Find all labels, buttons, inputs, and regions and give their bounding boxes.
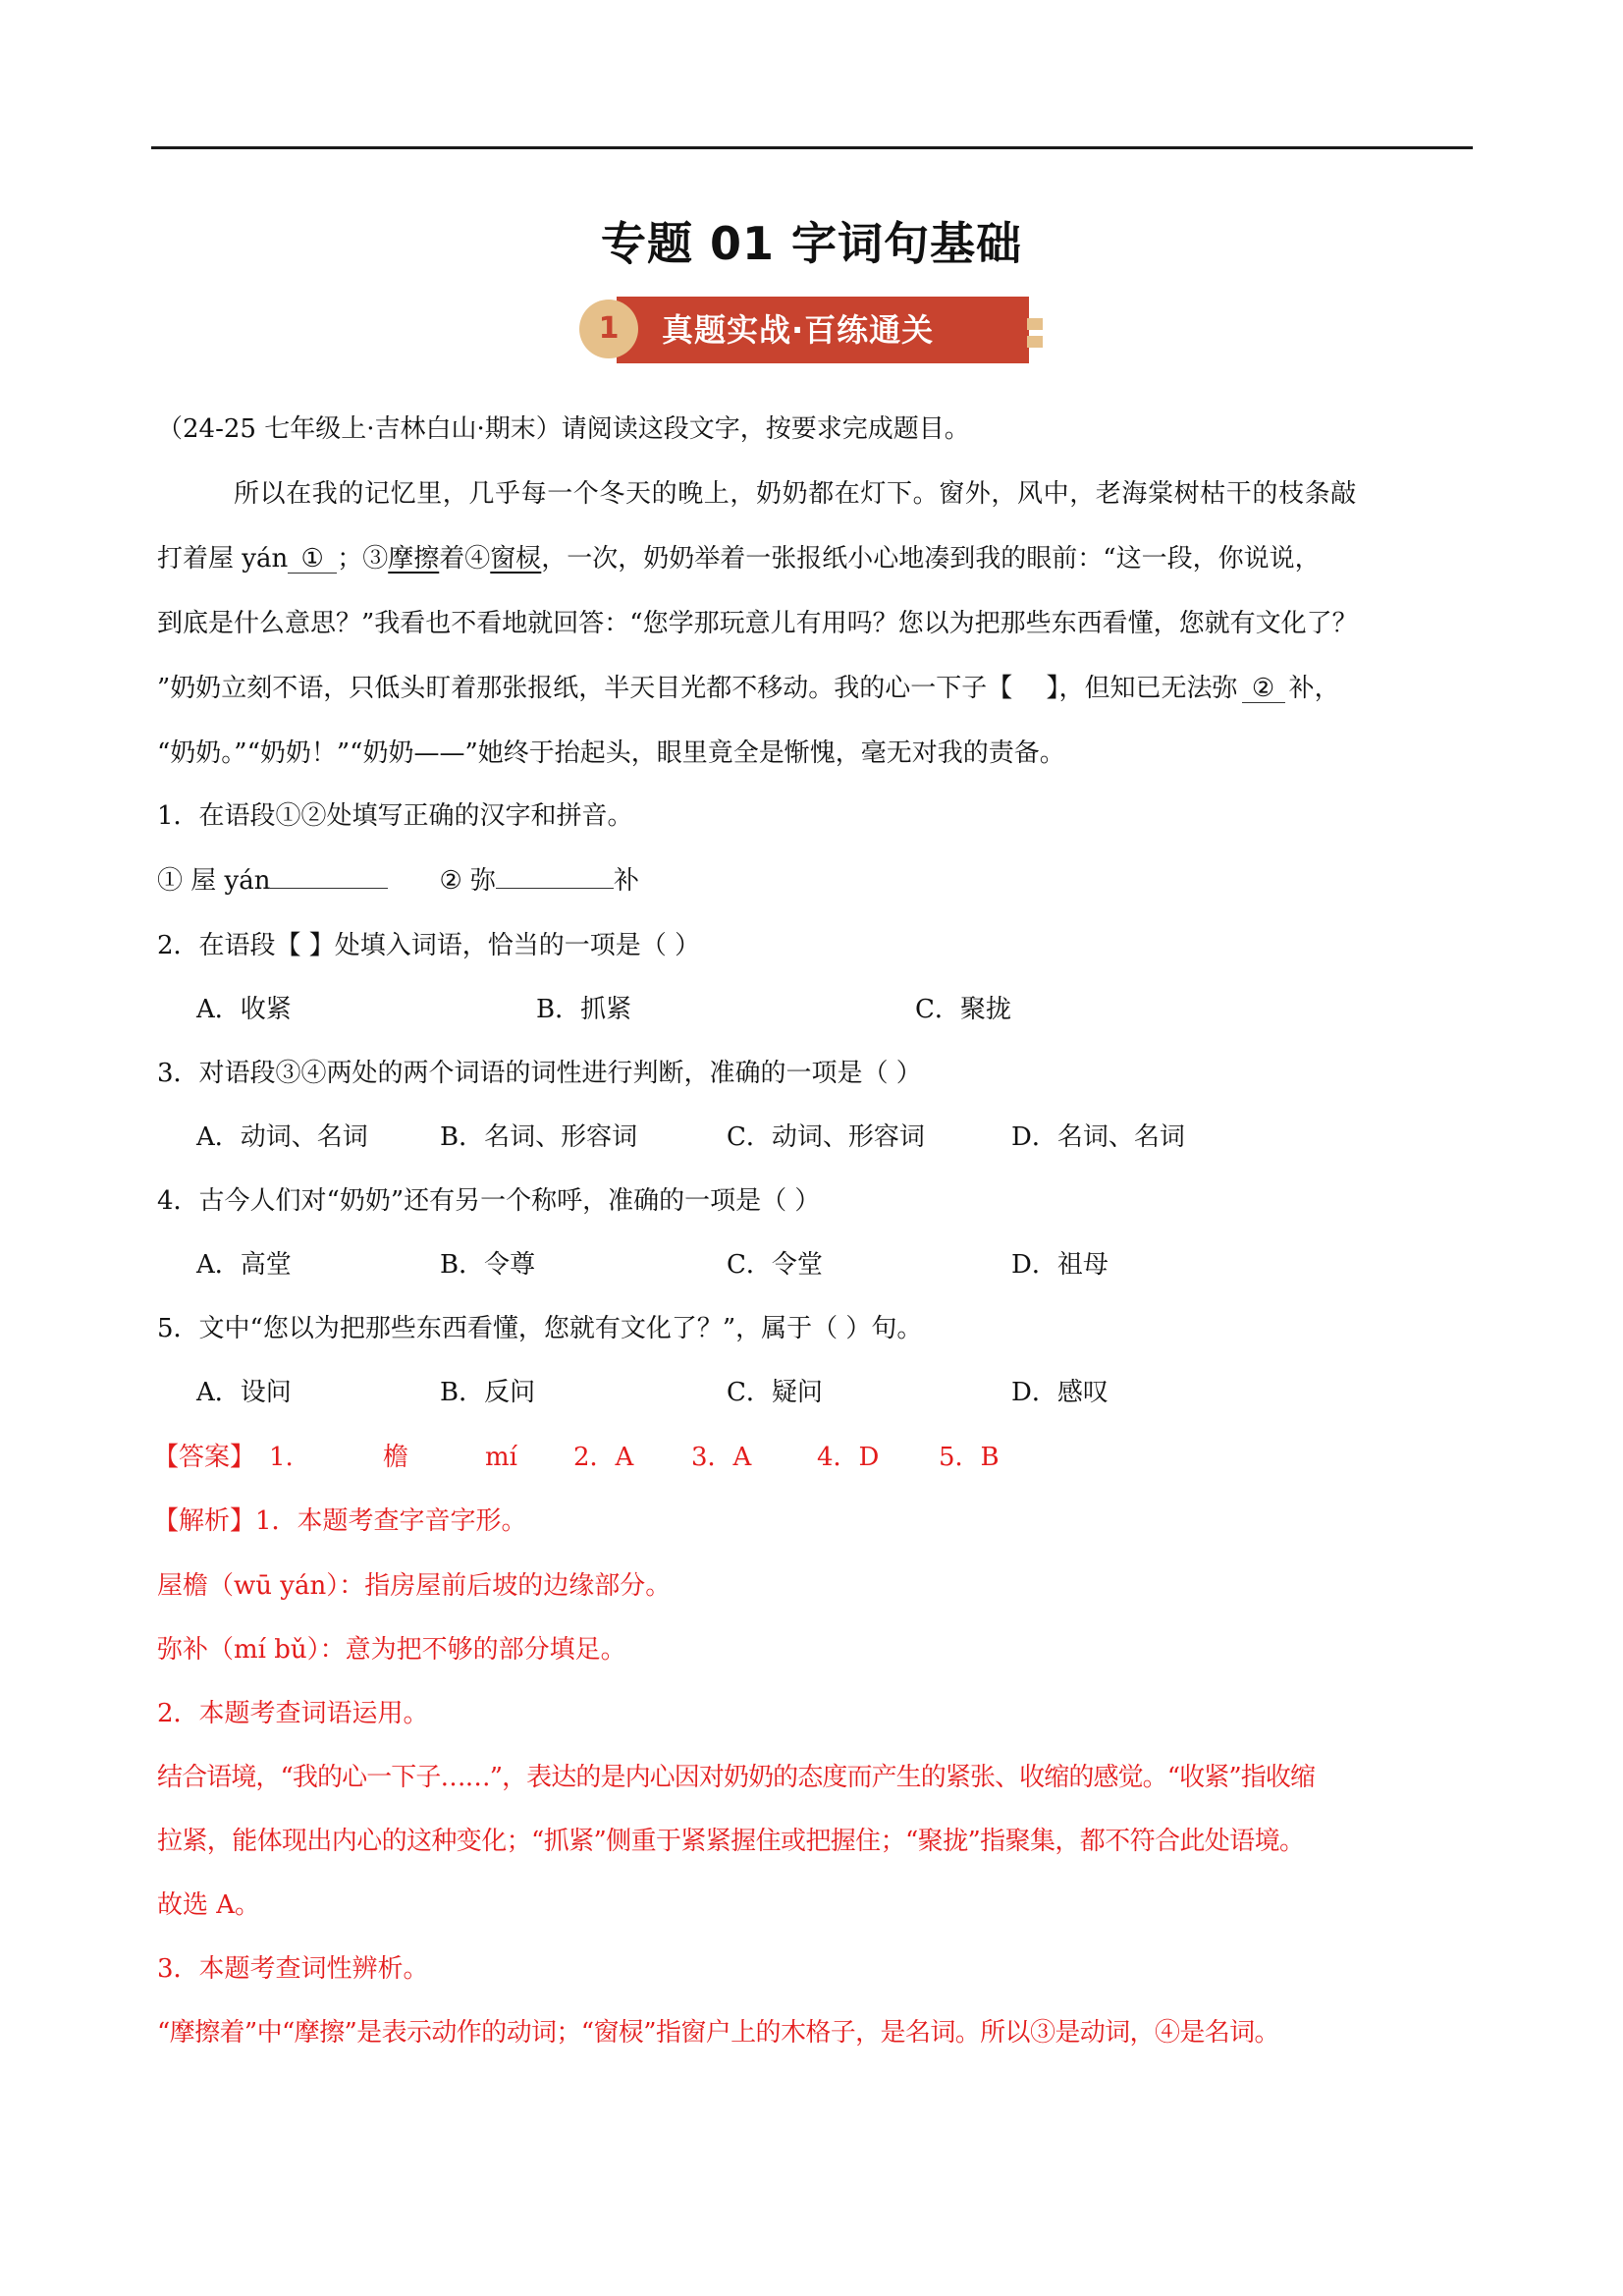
fill-b-label: ② 弥 <box>439 866 497 896</box>
fill-b-suffix: 补 <box>614 866 640 896</box>
fill-a-label: ① 屋 yán <box>157 866 271 896</box>
question-3-option-a[interactable]: A．动词、名词 <box>196 1122 368 1152</box>
analysis-line: 故选 A。 <box>157 1890 261 1920</box>
question-3-option-b[interactable]: B．名词、形容词 <box>440 1122 638 1152</box>
answer-item: 檐 <box>383 1443 409 1472</box>
fill-a-input[interactable] <box>270 888 388 889</box>
question-5-option-a[interactable]: A．设问 <box>196 1378 292 1407</box>
question-4-option-c[interactable]: C．令堂 <box>727 1250 823 1280</box>
question-5-option-c[interactable]: C．疑问 <box>727 1378 823 1407</box>
analysis-line: 屋檐（wū yán）：指房屋前后坡的边缘部分。 <box>157 1571 672 1601</box>
analysis-line: 3．本题考查词性辨析。 <box>157 1954 429 1984</box>
answer-item: 5．B <box>939 1443 1000 1472</box>
answer-item: 1. <box>269 1443 294 1472</box>
question-4-option-b[interactable]: B．令尊 <box>440 1250 536 1280</box>
question-4-option-a[interactable]: A．高堂 <box>196 1250 292 1280</box>
passage-text: 打着屋 yán <box>157 544 289 574</box>
badge-number: 1 <box>579 300 638 358</box>
question-5-option-d[interactable]: D．感叹 <box>1011 1378 1109 1407</box>
badge-tab-decoration <box>1027 318 1043 330</box>
question-4-stem: 4．古今人们对“奶奶”还有另一个称呼，准确的一项是（ ） <box>157 1186 821 1216</box>
answer-item: 3．A <box>691 1443 752 1472</box>
passage-line: 所以在我的记忆里，几乎每一个冬天的晚上，奶奶都在灯下。窗外，风中，老海棠树枯干的枝条敲 <box>234 479 1357 509</box>
analysis-line: 拉紧，能体现出内心的这种变化；“抓紧”侧重于紧紧握住或把握住；“聚拢”指聚集，都不符合此处语境。 <box>157 1827 1305 1856</box>
page-title: 专题 01 字词句基础 <box>600 217 1023 270</box>
fill-b-input[interactable] <box>496 888 614 889</box>
analysis-line: 弥补（mí bǔ）：意为把不够的部分填足。 <box>157 1635 626 1665</box>
answer-item: 4．D <box>817 1443 880 1472</box>
question-1-fill <box>157 863 639 899</box>
question-4-option-d[interactable]: D．祖母 <box>1011 1250 1109 1280</box>
question-2-stem: 2．在语段【 】处填入词语，恰当的一项是（ ） <box>157 931 701 960</box>
analysis-line: 结合语境，“我的心一下子……”，表达的是内心因对奶奶的态度而产生的紧张、收缩的感觉。“收紧”指收缩 <box>157 1763 1316 1792</box>
passage-line <box>157 541 1321 576</box>
passage-text: 补， <box>1288 674 1340 703</box>
section-badge <box>577 291 1039 369</box>
answer-item: 2．A <box>573 1443 634 1472</box>
marker-4: ④ <box>464 544 491 574</box>
analysis-line <box>153 1503 527 1539</box>
passage-line <box>157 671 1340 706</box>
question-2-option-c[interactable]: C．聚拢 <box>915 995 1011 1024</box>
passage-text: 着 <box>439 544 465 574</box>
analysis-text: 1．本题考查字音字形。 <box>255 1506 527 1536</box>
answer-label: 【答案】 <box>153 1443 256 1472</box>
blank-2: ② <box>1242 675 1285 703</box>
passage-text: ，一次，奶奶举着一张报纸小心地凑到我的眼前：“这一段，你说说， <box>541 544 1321 574</box>
header-rule <box>151 146 1473 149</box>
passage-text: ； <box>337 544 363 574</box>
passage-text: ”奶奶立刻不语，只低头盯着那张报纸，半天目光都不移动。我的心一下子【 】，但知已无法弥 <box>157 674 1238 703</box>
question-3-stem: 3．对语段③④两处的两个词语的词性进行判断，准确的一项是（ ） <box>157 1059 922 1088</box>
answer-item: mí <box>485 1443 517 1472</box>
question-2-option-a[interactable]: A．收紧 <box>196 995 292 1024</box>
passage-line: “奶奶。”“奶奶！”“奶奶——”她终于抬起头，眼里竟全是惭愧，毫无对我的责备。 <box>157 738 1065 768</box>
blank-1: ① <box>288 545 337 574</box>
question-3-option-c[interactable]: C．动词、形容词 <box>727 1122 925 1152</box>
badge-tab-decoration <box>1027 336 1043 348</box>
question-1-stem: 1．在语段①②处填写正确的汉字和拼音。 <box>157 801 633 831</box>
question-5-stem: 5．文中“您以为把那些东西看懂，您就有文化了？”，属于（ ）句。 <box>157 1314 923 1343</box>
underlined-word-4: 窗棂 <box>490 544 542 574</box>
question-5-option-b[interactable]: B．反问 <box>440 1378 536 1407</box>
question-2-option-b[interactable]: B．抓紧 <box>536 995 632 1024</box>
marker-3: ③ <box>362 544 389 574</box>
analysis-line: “摩擦着”中“摩擦”是表示动作的动词；“窗棂”指窗户上的木格子，是名词。所以③是动词，④是名词。 <box>157 2018 1279 2048</box>
question-3-option-d[interactable]: D．名词、名词 <box>1011 1122 1185 1152</box>
badge-label: 真题实战·百练通关 <box>662 311 935 349</box>
question-source: （24-25 七年级上·吉林白山·期末）请阅读这段文字，按要求完成题目。 <box>157 414 970 444</box>
underlined-word-3: 摩擦 <box>388 544 440 574</box>
analysis-line: 2．本题考查词语运用。 <box>157 1699 429 1728</box>
passage-line: 到底是什么意思？”我看也不看地就回答：“您学那玩意儿有用吗？您以为把那些东西看懂，您就有文化了？ <box>157 609 1358 638</box>
analysis-label: 【解析】 <box>153 1506 256 1536</box>
